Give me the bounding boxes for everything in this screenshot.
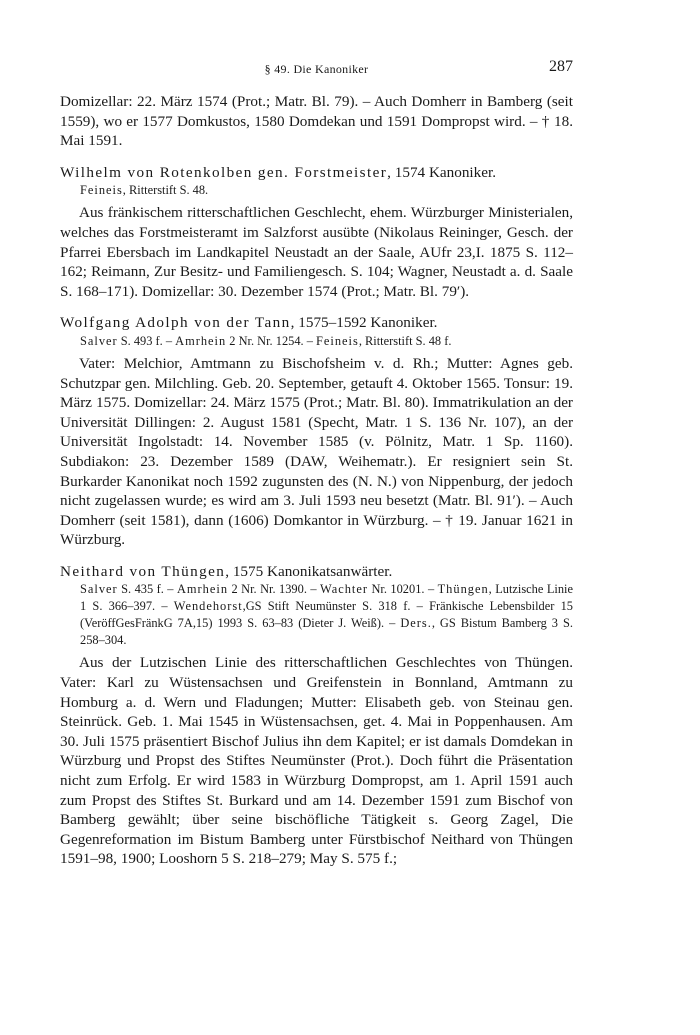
ref-author: Feineis [80,183,123,198]
entry-references [60,333,573,350]
ref-author: Thüngen [437,582,489,597]
ref-text: S. 493 f. – [117,333,176,348]
entry-wilhelm-von-rotenkolben [60,163,573,302]
ref-text: , Lutzische Linie 1 S. 366–397. – [80,582,573,614]
ref-text: Nr. 10201. – [368,582,438,597]
ref-author: Feineis [316,333,359,348]
ref-text: 2 Nr. Nr. 1390. – [228,582,321,597]
entry-body: Vater: Melchior, Amtmann zu Bischofsheim v. d. Rh.; Mutter: Agnes geb. Schutzpar gen. Milchling. Geb. 20. September, getauft 4. Oktober 1565. Tonsur: 19. März 1575. Domizellar: 24. März 1575 (Prot.; Matr. Bl. 80). Immatrikulation an der Universität Dillingen: 2. August 1581 (Specht, Matr. 1 S. 136 Nr. 107), an der Universität Ingolstadt: 14. November 1585 (v. Pölnitz, Matr. 1 Sp. 1160). Subdiakon: 23. Dezember 1589 (DAW, Weihematr.). Er resigniert sein St. Burkarder Kanonikat noch 1592 zugunsten des (N. N.) von Nippenburg, der jedoch nicht zugelassen wurde; es wird am 3. Juli 1593 neu besetzt (Matr. Bl. 91′). – Auch Domherr (seit 1581), dann (1606) Domkantor in Würzburg. – † 19. Januar 1621 in Würzburg. [60,354,573,549]
ref-author: Ders. [400,616,432,631]
ref-author: Wendehorst [173,599,243,614]
entry-role: , 1575–1592 Kanoniker. [290,314,438,332]
ref-text: , Ritterstift S. 48 f. [358,333,452,348]
ref-author: Wachter [320,582,368,597]
ref-author: Salver [80,333,118,348]
continued-paragraph: Domizellar: 22. März 1574 (Prot.; Matr. Bl. 79). – Auch Domherr in Bamberg (seit 1559), wo er 1577 Domkustos, 1580 Domdekan und 1591 Dompropst wird. – † 18. Mai 1591. [60,93,573,150]
entry-name: Wolfgang Adolph von der Tann [60,314,291,332]
page-number: 287 [549,58,573,75]
entry-references [60,182,573,199]
entry-references [60,581,573,649]
ref-text: S. 435 f. – [117,582,177,597]
entry-heading [60,562,573,582]
ref-text: 2 Nr. Nr. 1254. – [226,333,317,348]
ref-author: Amrhein [176,582,229,597]
entry-body: Aus fränkischem ritterschaftlichen Geschlecht, ehem. Würzburger Ministerialen, welches das Forstmeisteramt im Salzforst ausübte (Nikolaus Reininger, Gesch. der Pfarrei Ebersbach im Landkapitel Neustadt an der Saale, AUfr 23,I. 1875 S. 112–162; Reimann, Zur Besitz- und Familiengesch. S. 104; Wagner, Neustadt a. d. Saale S. 168–171). Domizellar: 30. Dezember 1574 (Prot.; Matr. Bl. 79′). [60,204,573,300]
entry-role: , 1575 Kanonikatsanwärter. [225,562,393,580]
entry-body: Aus der Lutzischen Linie des ritterschaftlichen Geschlechtes von Thüngen. Vater: Karl zu Wüstensachsen und Greifenstein in Bonnland, Amtmann zu Homburg a. d. Wern und Fladungen; Mutter: Elisabeth geb. von Steinau gen. Steinrück. Geb. 1. Mai 1545 in Wüstensachsen, get. 4. Mai in Poppenhausen. Am 30. Juli 1575 präsentiert Bischof Julius ihn dem Kapitel; er ist damals Domdekan in Würzburg und Propst des Stiftes Neumünster (Prot.). Doch führt die Präsentation nicht zum Erfolg. Er wird 1583 in Würzburg Dompropst, am 1. April 1591 auch zum Propst des Stiftes St. Burkard und am 14. Dezember 1591 zum Bischof von Bamberg gewählt; über seine bischöfliche Tätigkeit s. Georg Zagel, Die Gegenreformation im Bistum Bamberg unter Fürstbischof Neithard von Thüngen 1591–98, 1900; Looshorn 5 S. 218–279; May S. 575 f.; [60,654,573,868]
entry-heading [60,163,573,183]
running-header [60,58,573,82]
entry-name: Neithard von Thüngen [60,562,226,580]
ref-text: ,GS Stift Neumünster S. 318 f. – Fränkische Lebensbilder 15 (VeröffGesFränkG 7A,15) 1993 S. 63–83 (Dieter J. Weiß). – [80,599,573,631]
ref-author: Amrhein [175,333,227,348]
page-body [60,92,573,869]
entry-heading [60,313,573,333]
ref-text: , GS Bistum Bamberg 3 S. 258–304. [80,616,574,648]
entry-role: , 1574 Kanoniker. [387,163,496,181]
entry-name: Wilhelm von Rotenkolben gen. Forstmeister [60,163,388,181]
ref-author: Salver [80,582,118,597]
entry-wolfgang-adolph-von-der-tann [60,313,573,550]
running-title: § 49. Die Kanoniker [264,62,369,76]
ref-text: , Ritterstift S. 48. [122,183,209,198]
entry-neithard-von-thuengen [60,562,573,869]
